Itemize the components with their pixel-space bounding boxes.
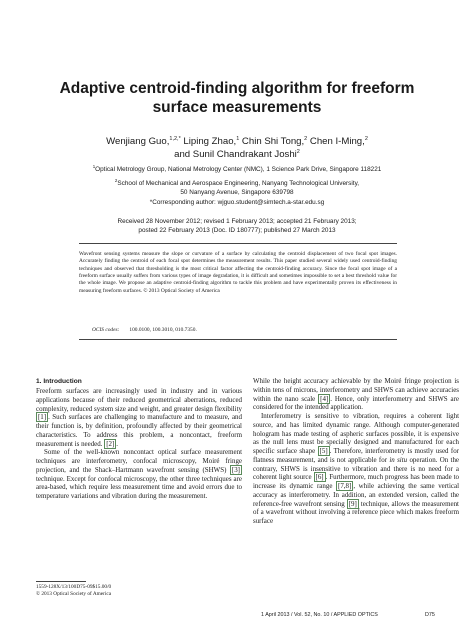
italic-term: in situ [389,455,408,464]
abstract-bottom-rule [79,339,397,340]
publication-dates [40,218,434,235]
paragraph-text: , while achieving the same vertical accuracy as interferometry. In addition, an extended version, called the reference-free wavefront sensing [253,482,459,508]
corresponding-author: *Corresponding author: wjguo.student@simtech.a-star.edu.sg [149,199,325,206]
citation-link[interactable]: [6] [315,473,324,482]
paragraph-text: . Furthermore, much progress has been made to increase its dynamic range [253,473,459,490]
citation-link[interactable]: [2] [106,439,115,448]
ocis-label: OCIS codes: [92,327,120,333]
paragraph-text: operation. On the contrary, SHWS is insensitive to vibration and there is no need for a coherent light source [253,455,460,482]
author-joshi: and Sunil Chandrakant Joshi [174,148,297,160]
author-chen-affil: 2 [364,135,368,142]
citation-link[interactable]: [9] [348,499,357,508]
affiliation-1 [40,163,434,175]
author-chen: Chen I-Ming, [307,136,365,147]
affiliation-1-text: Optical Metrology Group, National Metrology Center (NMC), 1 Science Park Drive, Singapore 118221 [95,166,382,173]
dates-line-2: posted 22 February 2013 (Doc. ID 180777); published 27 March 2013 [138,226,336,234]
paragraph-text: . Therefore, interferometry is mostly used for flatness measurement, and is not applicable for [253,447,459,464]
author-guo-affil: 1,2,* [169,135,181,142]
paragraph [253,377,459,412]
citation-link[interactable]: [3] [231,465,240,474]
paragraph-text: technique, allows the measurement of a wavefront without involving a reference piece which makes freeform surface [253,499,459,525]
paragraph-text: . [116,439,119,448]
author-tong-affil: 2 [304,135,308,142]
abstract-top-rule [79,243,397,244]
dates-line-1: Received 28 November 2012; revised 1 February 2013; accepted 21 February 2013; [117,218,357,225]
abstract: Wavefront sensing systems measure the slope or curvature of a surface by calculating the centroid displacement of two focal spot images. Accurately finding the centroid of each focal spot determines the measurement results. This paper studied several widely used centroid-finding techniques and observed that thresholding is the most critical factor affecting the centroid-finding accuracy. Since the focal spot image of a freeform surface usually suffers from various types of image degradation, it is difficult and sometimes impossible to set a best threshold value for the whole image. We propose an adaptive centroid-finding algorithm to tackle this problem and have experimentally proven its effectiveness in measuring freeform surfaces. © 2013 Optical Society of America [79,251,397,294]
affiliation-2-text-1: School of Mechanical and Aerospace Engineering, Nanyang Technological University, [117,180,360,187]
affiliation-1-marker: 1 [92,163,96,169]
ocis-values: 100.0100, 100.3010, 010.7350. [129,327,197,333]
citation-link[interactable]: [1] [38,413,47,422]
citation-link[interactable]: [5] [319,447,328,455]
author-list [40,136,434,161]
title-line-2: surface measurements [152,99,322,116]
footnote-line-1: 1559-128X/13/100D75-09$15.00/0 [36,584,112,590]
authors-line-1 [40,136,434,149]
affiliation-2-line-1 [40,177,434,189]
affiliation-2-marker: 2 [114,177,118,183]
paragraph-text: . Hence, only interferometry and SHWS are considered for the intended application. [253,394,459,412]
author-zhao: Liping Zhao, [180,136,237,147]
ocis-codes [92,327,197,334]
authors-line-2 [40,149,434,162]
paragraph [253,412,459,526]
footnote-line-2: © 2013 Optical Society of America [36,591,112,597]
section-heading-introduction: 1. Introduction [36,378,82,385]
paragraph-text: . Such surfaces are challenging to manufacture and to measure, and their function is, by definition, profoundly affected by their geometrical characteristics. To address this problem, a noncontact, freeform measurement is needed. [36,413,242,448]
paragraph-text: Freeform surfaces are increasingly used in industry and in various applications because of their reduced geometrical aberrations, reduced complexity, reduced system size and weight, and greater design flexibility [36,387,242,413]
paragraph-text: technique. Except for confocal microscopy, the other three techniques are area-based, which require less measurement time and avoid errors due to temperature variations and vibration during the measurement. [36,474,242,500]
paragraph [36,448,242,501]
paper-title [40,79,434,117]
author-guo: Wenjiang Guo, [106,136,170,147]
citation-link[interactable]: [7,8] [338,482,352,490]
affiliation-2 [40,177,434,197]
author-joshi-affil: 2 [296,148,300,155]
affiliation-2-line-2: 50 Nanyang Avenue, Singapore 639798 [180,188,294,196]
footnote-rule [36,581,86,582]
author-tong: Chin Shi Tong, [239,136,305,147]
column-right [253,377,459,526]
copyright-footnote [36,584,111,598]
citation-link[interactable]: [4] [320,394,329,403]
paragraph-text: Interferometry is sensitive to vibration, requires a coherent light source, and has limited dynamic range. Although computer-generated hologram has made testing of aspheric surfaces possible, it is expensive as the null lens must be specially designed and manufactured for each specific surface shape [253,412,459,455]
paragraph-text: While the height accuracy achievable by the Moiré fringe projection is within tens of microns, interferometry and SHWS can achieve accuracies within the nano scale [253,377,459,403]
paragraph-text: Some of the well-known noncontact optical surface measurement techniques are interferometry, confocal microscopy, Moiré fringe projection, and the Shack–Hartmann wavefront sensing (SHWS) [36,448,242,474]
title-line-1: Adaptive centroid-finding algorithm for freeform [59,80,415,97]
page-number: D75 [425,612,435,618]
journal-reference: 1 April 2013 / Vol. 52, No. 10 / APPLIED OPTICS [261,612,378,618]
paragraph [36,387,242,448]
column-left [36,377,242,501]
author-zhao-affil: 1 [236,135,240,142]
